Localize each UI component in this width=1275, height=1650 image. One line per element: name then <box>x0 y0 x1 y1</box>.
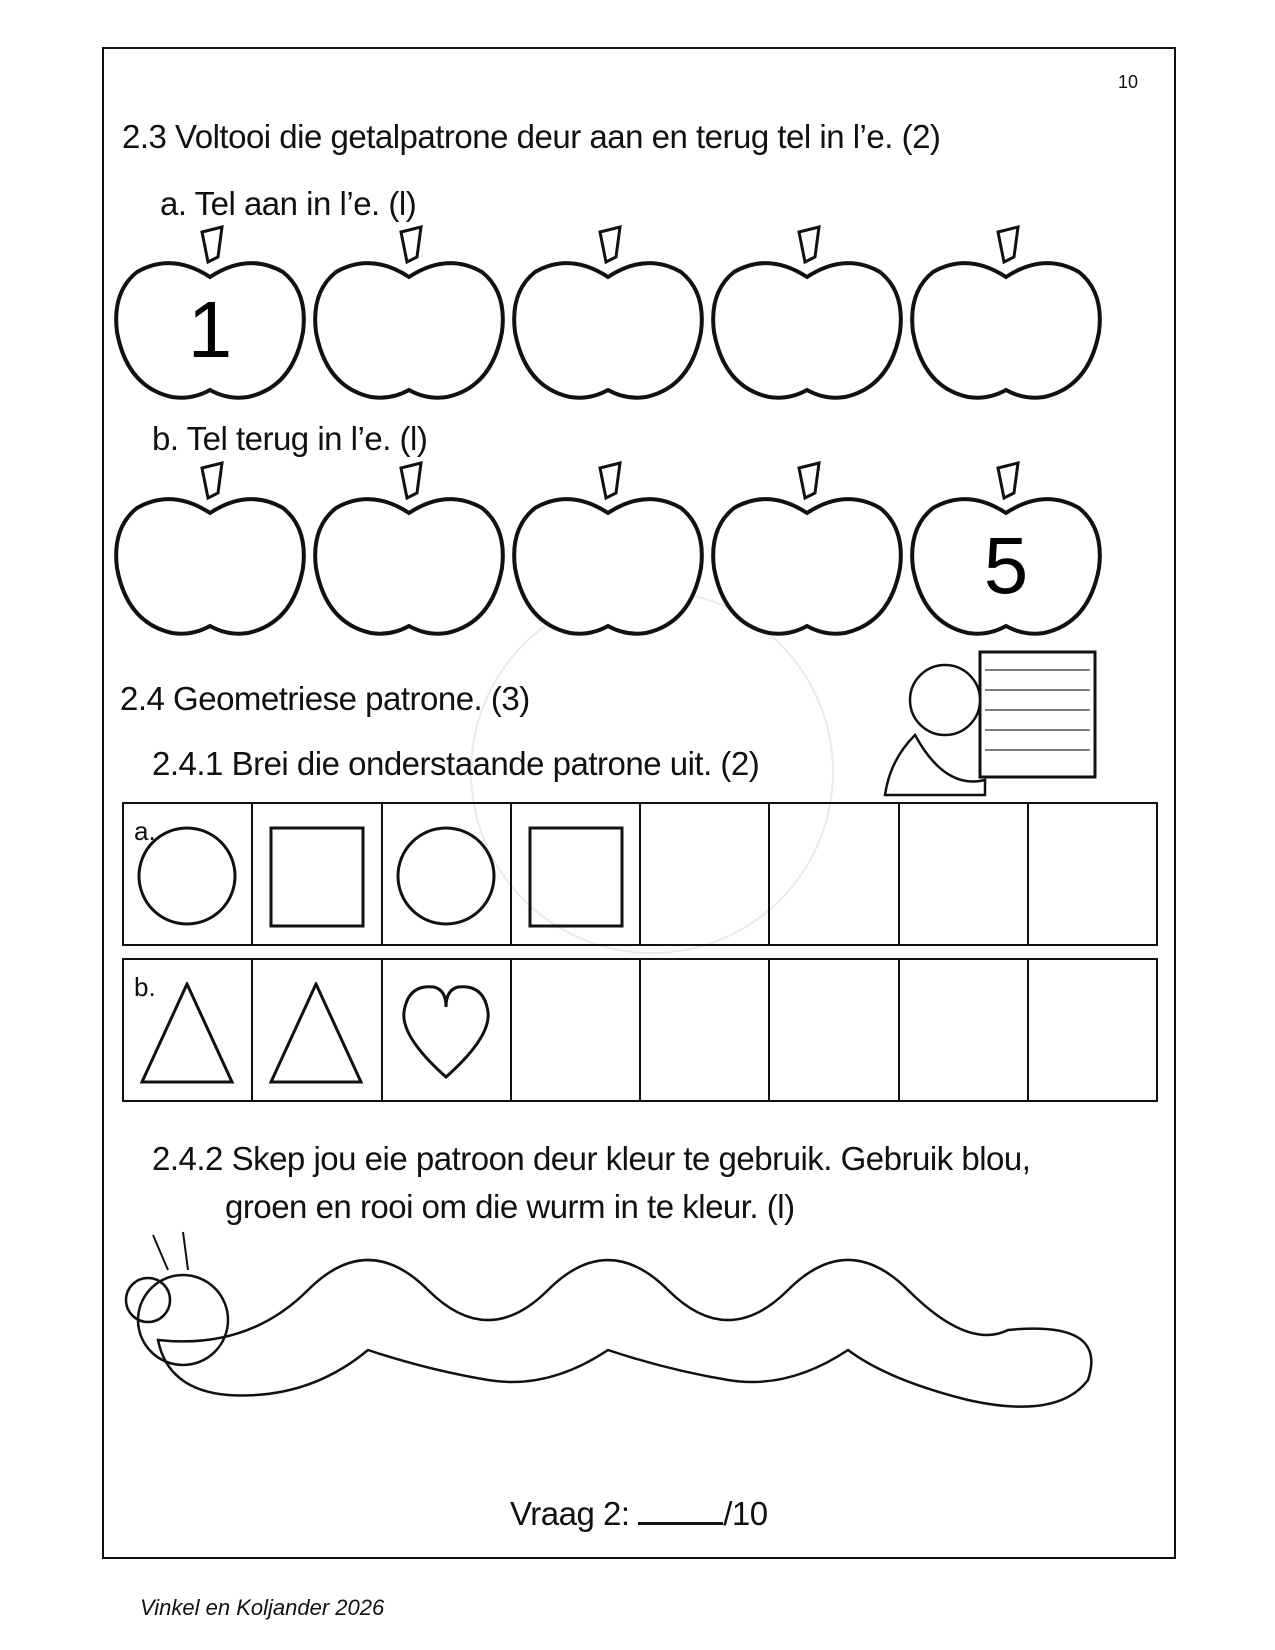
apple-answer-box[interactable] <box>311 458 507 638</box>
worm-coloring-area[interactable] <box>108 1230 1108 1430</box>
apple-answer-box[interactable] <box>112 458 308 638</box>
q23b-label: b. Tel terug in l’e. (l) <box>152 420 428 457</box>
q242-line1: 2.4.2 Skep jou eie patroon deur kleur te gebruik. Gebruik blou, <box>152 1140 1031 1177</box>
svg-text:5: 5 <box>983 521 1029 610</box>
row-label: a. <box>134 816 156 846</box>
shape-circle <box>383 804 512 944</box>
score-label: Vraag 2: /10 <box>510 1495 768 1532</box>
shape-square <box>253 804 382 944</box>
empty-cell[interactable] <box>900 804 1029 944</box>
row-label: b. <box>134 972 156 1002</box>
pattern-grid-a <box>122 802 1158 946</box>
apple-answer-box[interactable] <box>709 458 905 638</box>
apple-answer-box[interactable] <box>112 222 308 402</box>
shape-triangle <box>124 960 253 1100</box>
q23-title: 2.3 Voltooi die getalpatrone deur aan en terug tel in l’e. (2) <box>122 118 941 155</box>
empty-cell[interactable] <box>512 960 641 1100</box>
empty-cell[interactable] <box>770 960 899 1100</box>
empty-cell[interactable] <box>641 804 770 944</box>
empty-cell[interactable] <box>900 960 1029 1100</box>
empty-cell[interactable] <box>641 960 770 1100</box>
apple-answer-box[interactable] <box>908 458 1104 638</box>
q24-title: 2.4 Geometriese patrone. (3) <box>120 680 530 717</box>
apple-answer-box[interactable] <box>510 458 706 638</box>
q23a-label: a. Tel aan in l’e. (l) <box>160 185 417 222</box>
empty-cell[interactable] <box>770 804 899 944</box>
page-number: 10 <box>1118 72 1139 92</box>
apple-answer-box[interactable] <box>908 222 1104 402</box>
apple-answer-box[interactable] <box>510 222 706 402</box>
apple-answer-box[interactable] <box>709 222 905 402</box>
shape-heart <box>383 960 512 1100</box>
apple-answer-box[interactable] <box>311 222 507 402</box>
svg-text:1: 1 <box>187 285 233 374</box>
pattern-grid-b <box>122 958 1158 1102</box>
empty-cell[interactable] <box>1029 960 1156 1100</box>
q242-line2: groen en rooi om die wurm in te kleur. (l) <box>225 1188 795 1225</box>
shape-square <box>512 804 641 944</box>
q241-title: 2.4.1 Brei die onderstaande patrone uit. (2) <box>152 745 760 782</box>
child-abacus-illustration <box>875 640 1105 800</box>
empty-cell[interactable] <box>1029 804 1156 944</box>
shape-circle <box>124 804 253 944</box>
score-blank[interactable] <box>638 1522 723 1525</box>
shape-triangle <box>253 960 382 1100</box>
footer-credit: Vinkel en Koljander 2026 <box>140 1595 385 1620</box>
